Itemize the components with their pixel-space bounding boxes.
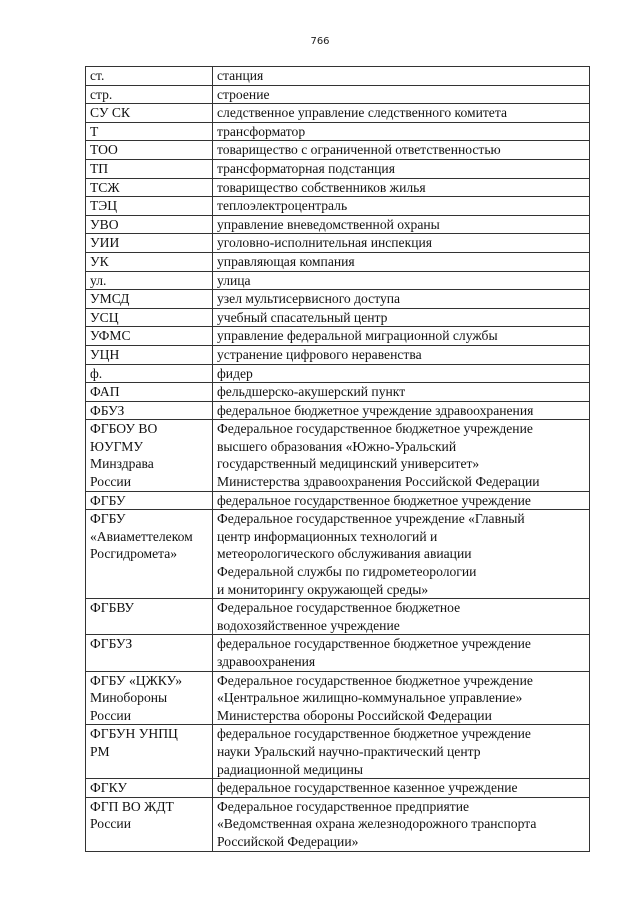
definition-cell: узел мультисервисного доступа <box>213 290 590 309</box>
table-row <box>86 420 590 491</box>
definition-cell: фидер <box>213 364 590 383</box>
abbreviation-cell: Т <box>86 122 213 141</box>
abbreviation-cell: ФГБВУ <box>86 599 213 635</box>
definition-cell: теплоэлектроцентраль <box>213 197 590 216</box>
definition-cell: товарищество собственников жилья <box>213 178 590 197</box>
table-row <box>86 671 590 725</box>
definition-cell: уголовно-исполнительная инспекция <box>213 234 590 253</box>
abbreviation-cell: стр. <box>86 85 213 104</box>
definition-cell: управляющая компания <box>213 252 590 271</box>
definition-cell: Федеральное государственное бюджетное водохозяйственное учреждение <box>213 599 590 635</box>
table-row <box>86 327 590 346</box>
definition-cell: фельдшерско-акушерский пункт <box>213 383 590 402</box>
definition-cell: трансформатор <box>213 122 590 141</box>
definition-cell: учебный спасательный центр <box>213 308 590 327</box>
abbreviation-cell: ТЭЦ <box>86 197 213 216</box>
table-row <box>86 364 590 383</box>
definition-cell: Федеральное государственное учреждение «Главный центр информационных технологий и метеорологического обслуживания авиации Федеральной службы по гидрометеорологии и мониторингу окружающей среды» <box>213 510 590 599</box>
definition-cell: федеральное государственное бюджетное учреждение <box>213 491 590 510</box>
abbreviation-cell: ФБУЗ <box>86 401 213 420</box>
abbreviation-cell: ст. <box>86 67 213 86</box>
definition-cell: федеральное государственное бюджетное учреждение науки Уральский научно-практический центр радиационной медицины <box>213 725 590 779</box>
table-row <box>86 779 590 798</box>
abbreviation-cell: СУ СК <box>86 104 213 123</box>
abbreviation-cell: УФМС <box>86 327 213 346</box>
table-row <box>86 797 590 851</box>
abbreviations-table-body <box>86 67 590 852</box>
table-row <box>86 159 590 178</box>
definition-cell: улица <box>213 271 590 290</box>
table-row <box>86 85 590 104</box>
table-row <box>86 122 590 141</box>
abbreviation-cell: ТП <box>86 159 213 178</box>
table-row <box>86 510 590 599</box>
table-row <box>86 252 590 271</box>
definition-cell: устранение цифрового неравенства <box>213 345 590 364</box>
abbreviation-cell: ТСЖ <box>86 178 213 197</box>
table-row <box>86 308 590 327</box>
abbreviation-cell: ФГБУ «ЦЖКУ» Минобороны России <box>86 671 213 725</box>
abbreviation-cell: ФГП ВО ЖДТ России <box>86 797 213 851</box>
abbreviations-table <box>85 66 590 852</box>
definition-cell: станция <box>213 67 590 86</box>
abbreviation-cell: УВО <box>86 215 213 234</box>
definition-cell: товарищество с ограниченной ответственностью <box>213 141 590 160</box>
table-row <box>86 599 590 635</box>
table-row <box>86 178 590 197</box>
abbreviation-cell: ФАП <box>86 383 213 402</box>
table-row <box>86 67 590 86</box>
definition-cell: строение <box>213 85 590 104</box>
abbreviation-cell: ФГБУ <box>86 491 213 510</box>
abbreviation-cell: ф. <box>86 364 213 383</box>
definition-cell: Федеральное государственное бюджетное учреждение высшего образования «Южно-Уральский государственный медицинский университет» Министерства здравоохранения Российской Федерации <box>213 420 590 491</box>
definition-cell: трансформаторная подстанция <box>213 159 590 178</box>
abbreviation-cell: УМСД <box>86 290 213 309</box>
abbreviation-cell: ФГБУ «Авиаметтелеком Росгидромета» <box>86 510 213 599</box>
definition-cell: федеральное государственное казенное учреждение <box>213 779 590 798</box>
abbreviation-cell: ФГБОУ ВО ЮУГМУ Минздрава России <box>86 420 213 491</box>
table-row <box>86 104 590 123</box>
definition-cell: федеральное государственное бюджетное учреждение здравоохранения <box>213 635 590 671</box>
table-row <box>86 635 590 671</box>
table-row <box>86 725 590 779</box>
definition-cell: Федеральное государственное бюджетное учреждение «Центральное жилищно-коммунальное управление» Министерства обороны Российской Федерации <box>213 671 590 725</box>
abbreviation-cell: УЦН <box>86 345 213 364</box>
table-row <box>86 197 590 216</box>
abbreviation-cell: ФГКУ <box>86 779 213 798</box>
table-row <box>86 141 590 160</box>
abbreviation-cell: ФГБУЗ <box>86 635 213 671</box>
abbreviation-cell: ФГБУН УНПЦ РМ <box>86 725 213 779</box>
abbreviation-cell: УК <box>86 252 213 271</box>
abbreviation-cell: УИИ <box>86 234 213 253</box>
definition-cell: управление федеральной миграционной службы <box>213 327 590 346</box>
abbreviation-cell: УСЦ <box>86 308 213 327</box>
definition-cell: федеральное бюджетное учреждение здравоохранения <box>213 401 590 420</box>
definition-cell: следственное управление следственного комитета <box>213 104 590 123</box>
table-row <box>86 234 590 253</box>
page-number: 766 <box>310 36 330 47</box>
abbreviation-cell: ТОО <box>86 141 213 160</box>
table-row <box>86 290 590 309</box>
table-row <box>86 491 590 510</box>
definition-cell: управление вневедомственной охраны <box>213 215 590 234</box>
table-row <box>86 271 590 290</box>
definition-cell: Федеральное государственное предприятие «Ведомственная охрана железнодорожного транспорта Российской Федерации» <box>213 797 590 851</box>
table-row <box>86 215 590 234</box>
table-row <box>86 345 590 364</box>
table-row <box>86 383 590 402</box>
table-row <box>86 401 590 420</box>
abbreviation-cell: ул. <box>86 271 213 290</box>
